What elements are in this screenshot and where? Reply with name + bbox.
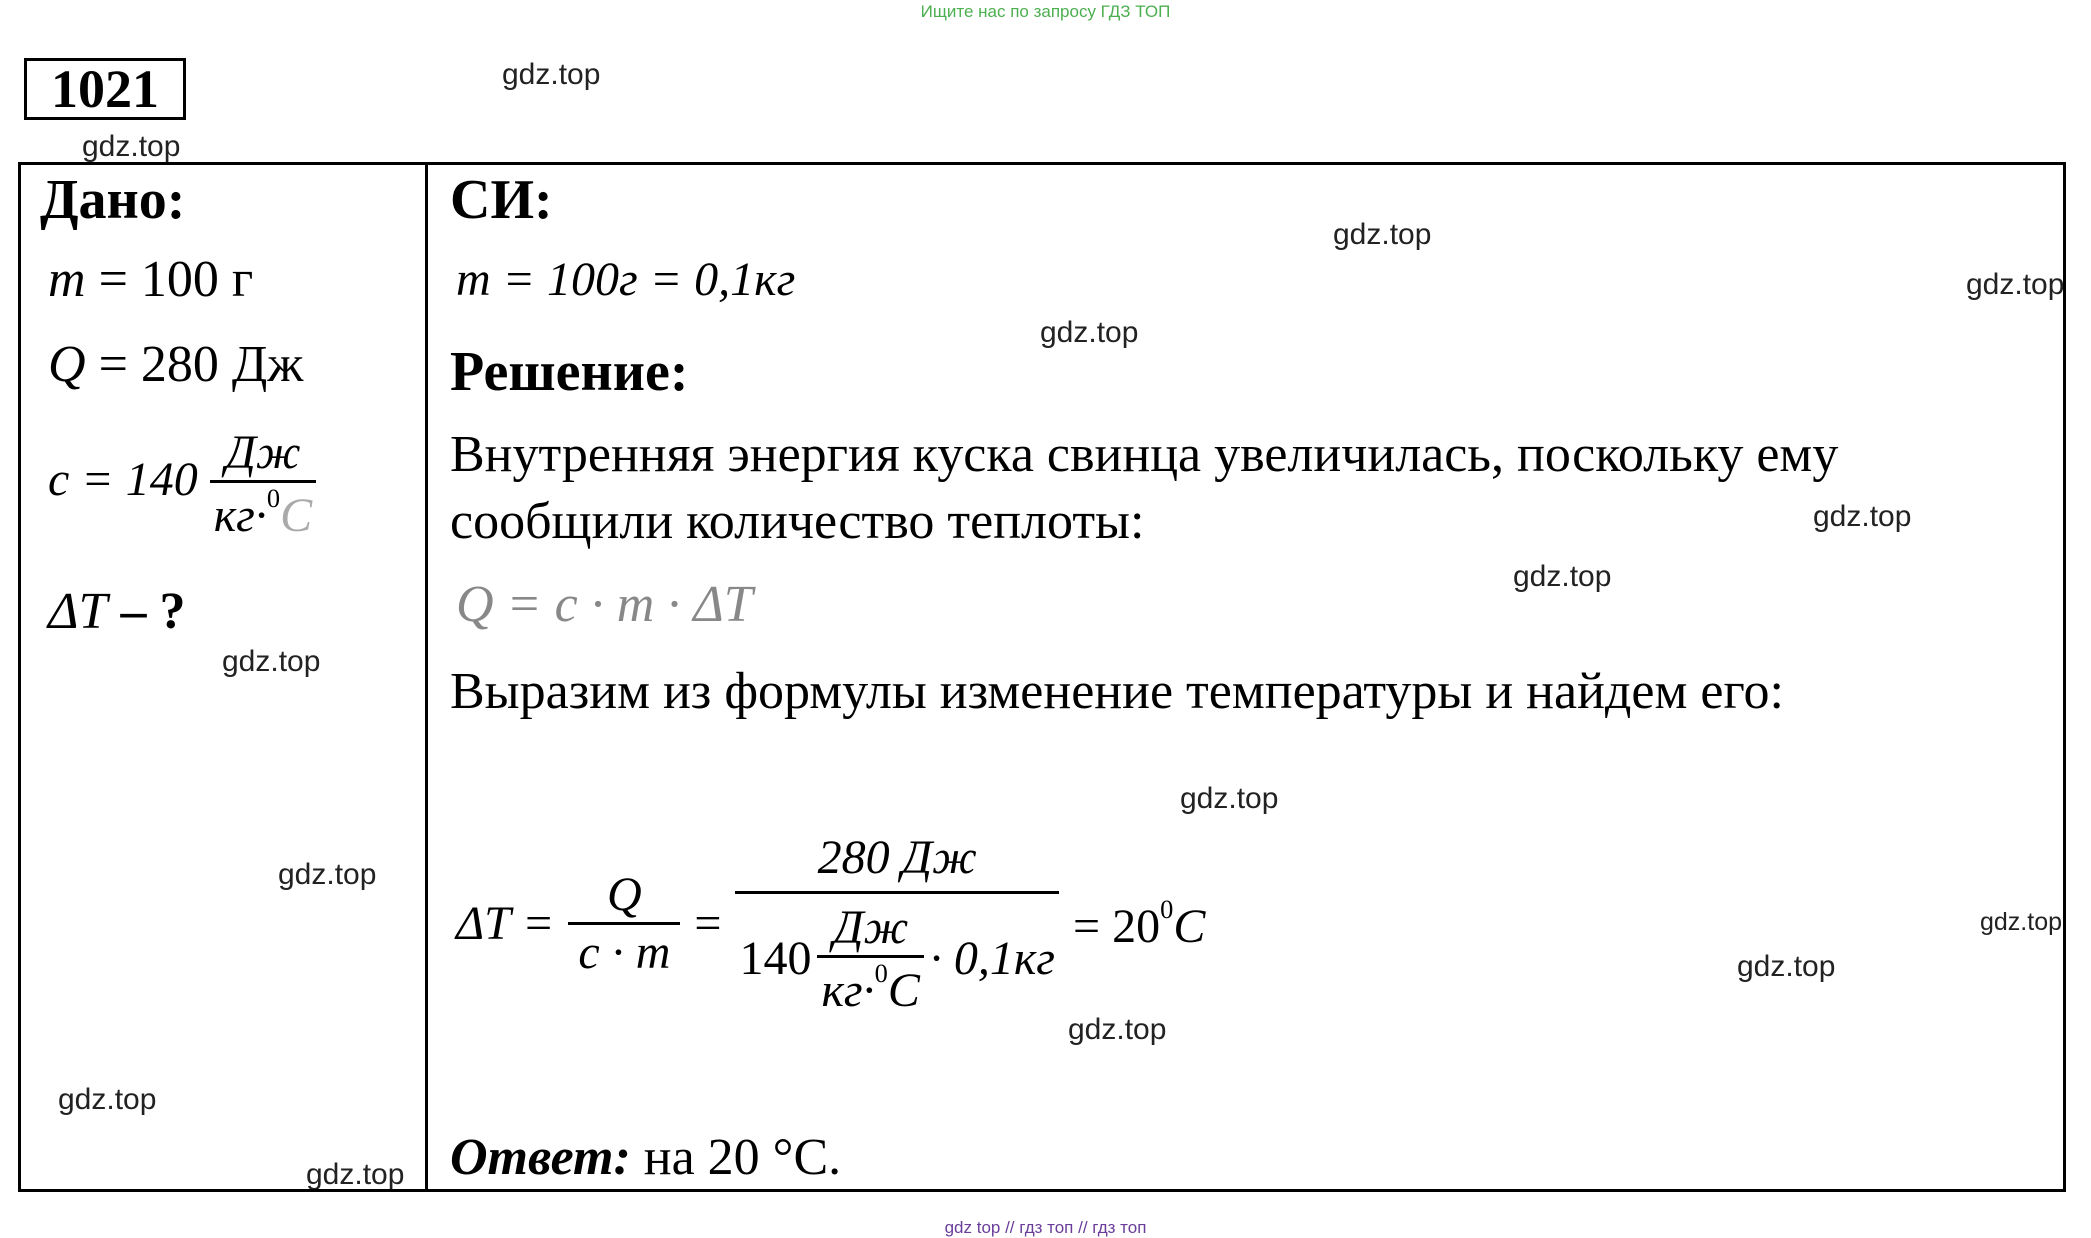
given-mass-value: = 100 г xyxy=(98,251,254,308)
watermark: gdz.top xyxy=(58,1083,157,1116)
watermark: gdz.top xyxy=(222,645,321,678)
given-title: Дано: xyxy=(40,169,186,231)
top-search-note: Ищите нас по запросу ГДЗ ТОП xyxy=(920,2,1171,21)
column-divider xyxy=(425,162,428,1192)
answer-label: Ответ: xyxy=(450,1129,631,1186)
watermark: gdz.top xyxy=(1813,500,1912,533)
given-heat-value: = 280 Дж xyxy=(98,336,304,393)
given-find-var: ΔT xyxy=(48,583,108,640)
formula-frac-2-den-a: 140 xyxy=(739,932,812,986)
watermark: gdz.top xyxy=(82,130,181,163)
formula-result-a: = 20 xyxy=(1073,899,1161,953)
given-find-rest: – ? xyxy=(120,583,186,640)
watermark: gdz.top xyxy=(306,1158,405,1191)
given-find xyxy=(48,582,185,641)
given-c-unit-den: кг· xyxy=(213,488,267,542)
si-conversion: m = 100г = 0,1кг xyxy=(456,253,796,306)
given-c-unit-degree: 0 xyxy=(266,483,281,513)
given-mass-var: m xyxy=(48,251,86,308)
given-mass xyxy=(48,250,253,309)
problem-number: 1021 xyxy=(24,58,186,120)
given-c-prefix: c = 140 xyxy=(48,452,198,506)
watermark: gdz.top xyxy=(1040,316,1139,349)
given-specific-heat xyxy=(48,425,316,543)
given-c-unit xyxy=(210,425,316,543)
watermark: gdz.top xyxy=(1980,908,2063,936)
given-heat xyxy=(48,335,303,394)
formula-frac-1 xyxy=(568,867,680,980)
formula-unit-degree: 0 xyxy=(874,958,888,988)
formula-result-degree: 0 xyxy=(1160,894,1174,924)
formula-frac-2-num: 280 Дж xyxy=(817,831,977,884)
formula-result xyxy=(1073,894,1205,954)
watermark: gdz.top xyxy=(1180,782,1279,815)
formula-unit-den: кг· xyxy=(821,963,875,1017)
si-title: СИ: xyxy=(450,169,553,231)
formula-lhs: ΔT = xyxy=(456,897,555,951)
watermark: gdz.top xyxy=(1966,268,2065,301)
formula-delta-t xyxy=(456,830,1205,1018)
formula-frac-2 xyxy=(735,830,1059,1018)
given-c-unit-num: Дж xyxy=(225,426,301,479)
watermark: gdz.top xyxy=(1068,1013,1167,1046)
solution-text-1: Внутренняя энергия куска свинца увеличилась, поскольку ему xyxy=(450,426,1839,483)
formula-frac-1-num: Q xyxy=(607,868,642,922)
solution-text-2: сообщили количество теплоты: xyxy=(450,493,1145,550)
formula-eq: = xyxy=(694,897,722,951)
watermark: gdz.top xyxy=(1737,950,1836,983)
answer xyxy=(450,1128,841,1187)
formula-frac-1-den: c · m xyxy=(568,922,680,980)
watermark: gdz.top xyxy=(502,58,601,91)
formula-frac-2-den-b: · 0,1кг xyxy=(929,932,1056,986)
formula-unit-celsius: C xyxy=(887,963,920,1017)
solution-text-3: Выразим из формулы изменение температуры и найдем его: xyxy=(450,663,1784,720)
formula-unit-num: Дж xyxy=(833,901,909,954)
formula-frac-2-den-unit xyxy=(817,900,923,1018)
answer-value: на 20 °С. xyxy=(643,1129,842,1186)
watermark: gdz.top xyxy=(1513,560,1612,593)
footer-note: gdz top // гдз топ // гдз топ xyxy=(944,1218,1147,1237)
given-c-unit-celsius: C xyxy=(280,488,313,542)
formula-result-unit: C xyxy=(1173,899,1206,953)
given-heat-var: Q xyxy=(48,336,86,393)
watermark: gdz.top xyxy=(278,858,377,891)
solution-title: Решение: xyxy=(450,341,689,403)
formula-heat: Q = c · m · ΔT xyxy=(456,576,753,633)
watermark: gdz.top xyxy=(1333,218,1432,251)
